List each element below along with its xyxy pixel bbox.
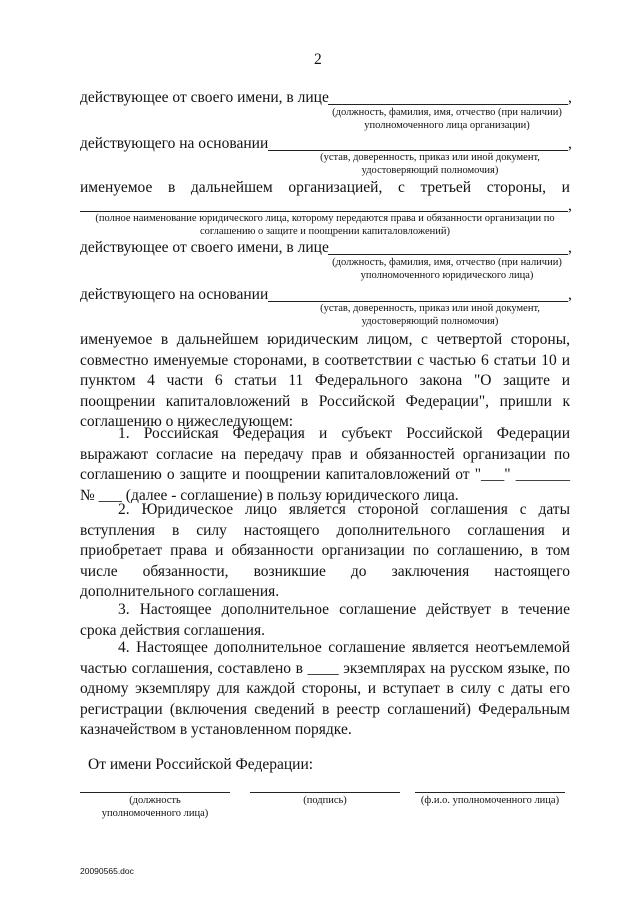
page-number: 2 [314,51,322,68]
paragraph-1: 1. Российская Федерация и субъект Российской Федерации выражают согласие на передачу прав и обязанностей организации по соглашению о защите и поощрении капиталовложений от "___" _______ № ___ (далее - соглашение) в пользу юридического лица. [80,425,570,504]
hint-basis: (устав, доверенность, приказ или иной документ, удостоверяющий полномочия) [320,303,540,327]
word: третьей [420,179,472,196]
word: и [561,179,570,196]
word: организацией, [288,179,383,196]
paragraph-2: 2. Юридическое лицо является стороной соглашения с даты вступления в силу настоящего дополнительного соглашения и приобретает права и обязанности организации по соглашению, в том числе обязанности, возникшие до заключения настоящего дополнительного соглашения. [80,501,570,600]
hint-legal-entity: (полное наименование юридического лица, которому передаются права и обязанности организации по соглашению о защите и поощрении капиталовложений) [95,213,555,237]
acting-own-name-label: действующее от своего имени, в лице [80,89,329,106]
paragraph-3: 3. Настоящее дополнительное соглашение действует в течение срока действия соглашения. [80,601,570,639]
acting-basis-label: действующего на основании [80,286,269,303]
comma: , [568,239,572,256]
word: с [397,179,405,196]
signature-line-position [80,792,230,793]
caption-signature: (подпись) [303,795,347,806]
signature-line-name [415,792,565,793]
acting-basis-label: действующего на основании [80,135,269,152]
caption-position: (должность уполномоченного лица) [101,795,209,819]
word: в [167,179,176,196]
hint-basis: (устав, доверенность, приказ или иной документ, удостоверяющий полномочия) [320,152,540,176]
signature-heading: От имени Российской Федерации: [88,756,314,773]
paragraph-4: 4. Настоящее дополнительное соглашение является неотъемлемой частью соглашения, составлено в ____ экземплярах на русском языке, по одному экземпляру для каждой стороны, и вступает в силу с даты его регистрации (включения сведений в реестр соглашений) Федеральным казначейством в установленном порядке. [80,639,570,738]
acting-own-name-label: действующее от своего имени, в лице [80,239,329,256]
intro-paragraph: именуемое в дальнейшем юридическим лицом, с четвертой стороны, совместно именуемые сторонами, в соответствии с частью 6 статьи 10 и пунктом 4 части 6 статьи 11 Федерального закона "О защите и поощрении капиталовложений в Российской Федерации", пришли к соглашению о нижеследующем: [80,331,570,430]
word: именуемое [80,179,153,196]
fill-line [328,254,568,255]
hint-position-legal: (должность, фамилия, имя, отчество (при наличии) уполномоченного юридического лица) [332,257,562,281]
signature-line-signature [250,792,400,793]
referred-third-party-line [80,178,570,198]
footer-filename: 20090565.doc [80,866,134,876]
comma: , [568,135,572,152]
comma: , [568,197,572,214]
comma: , [568,89,572,106]
fill-line [328,104,568,105]
hint-position-org: (должность, фамилия, имя, отчество (при наличии) уполномоченного лица организации) [332,107,562,131]
word: дальнейшем [190,179,273,196]
word: стороны, [486,179,547,196]
comma: , [568,286,572,303]
caption-name: (ф.и.о. уполномоченного лица) [420,795,560,806]
